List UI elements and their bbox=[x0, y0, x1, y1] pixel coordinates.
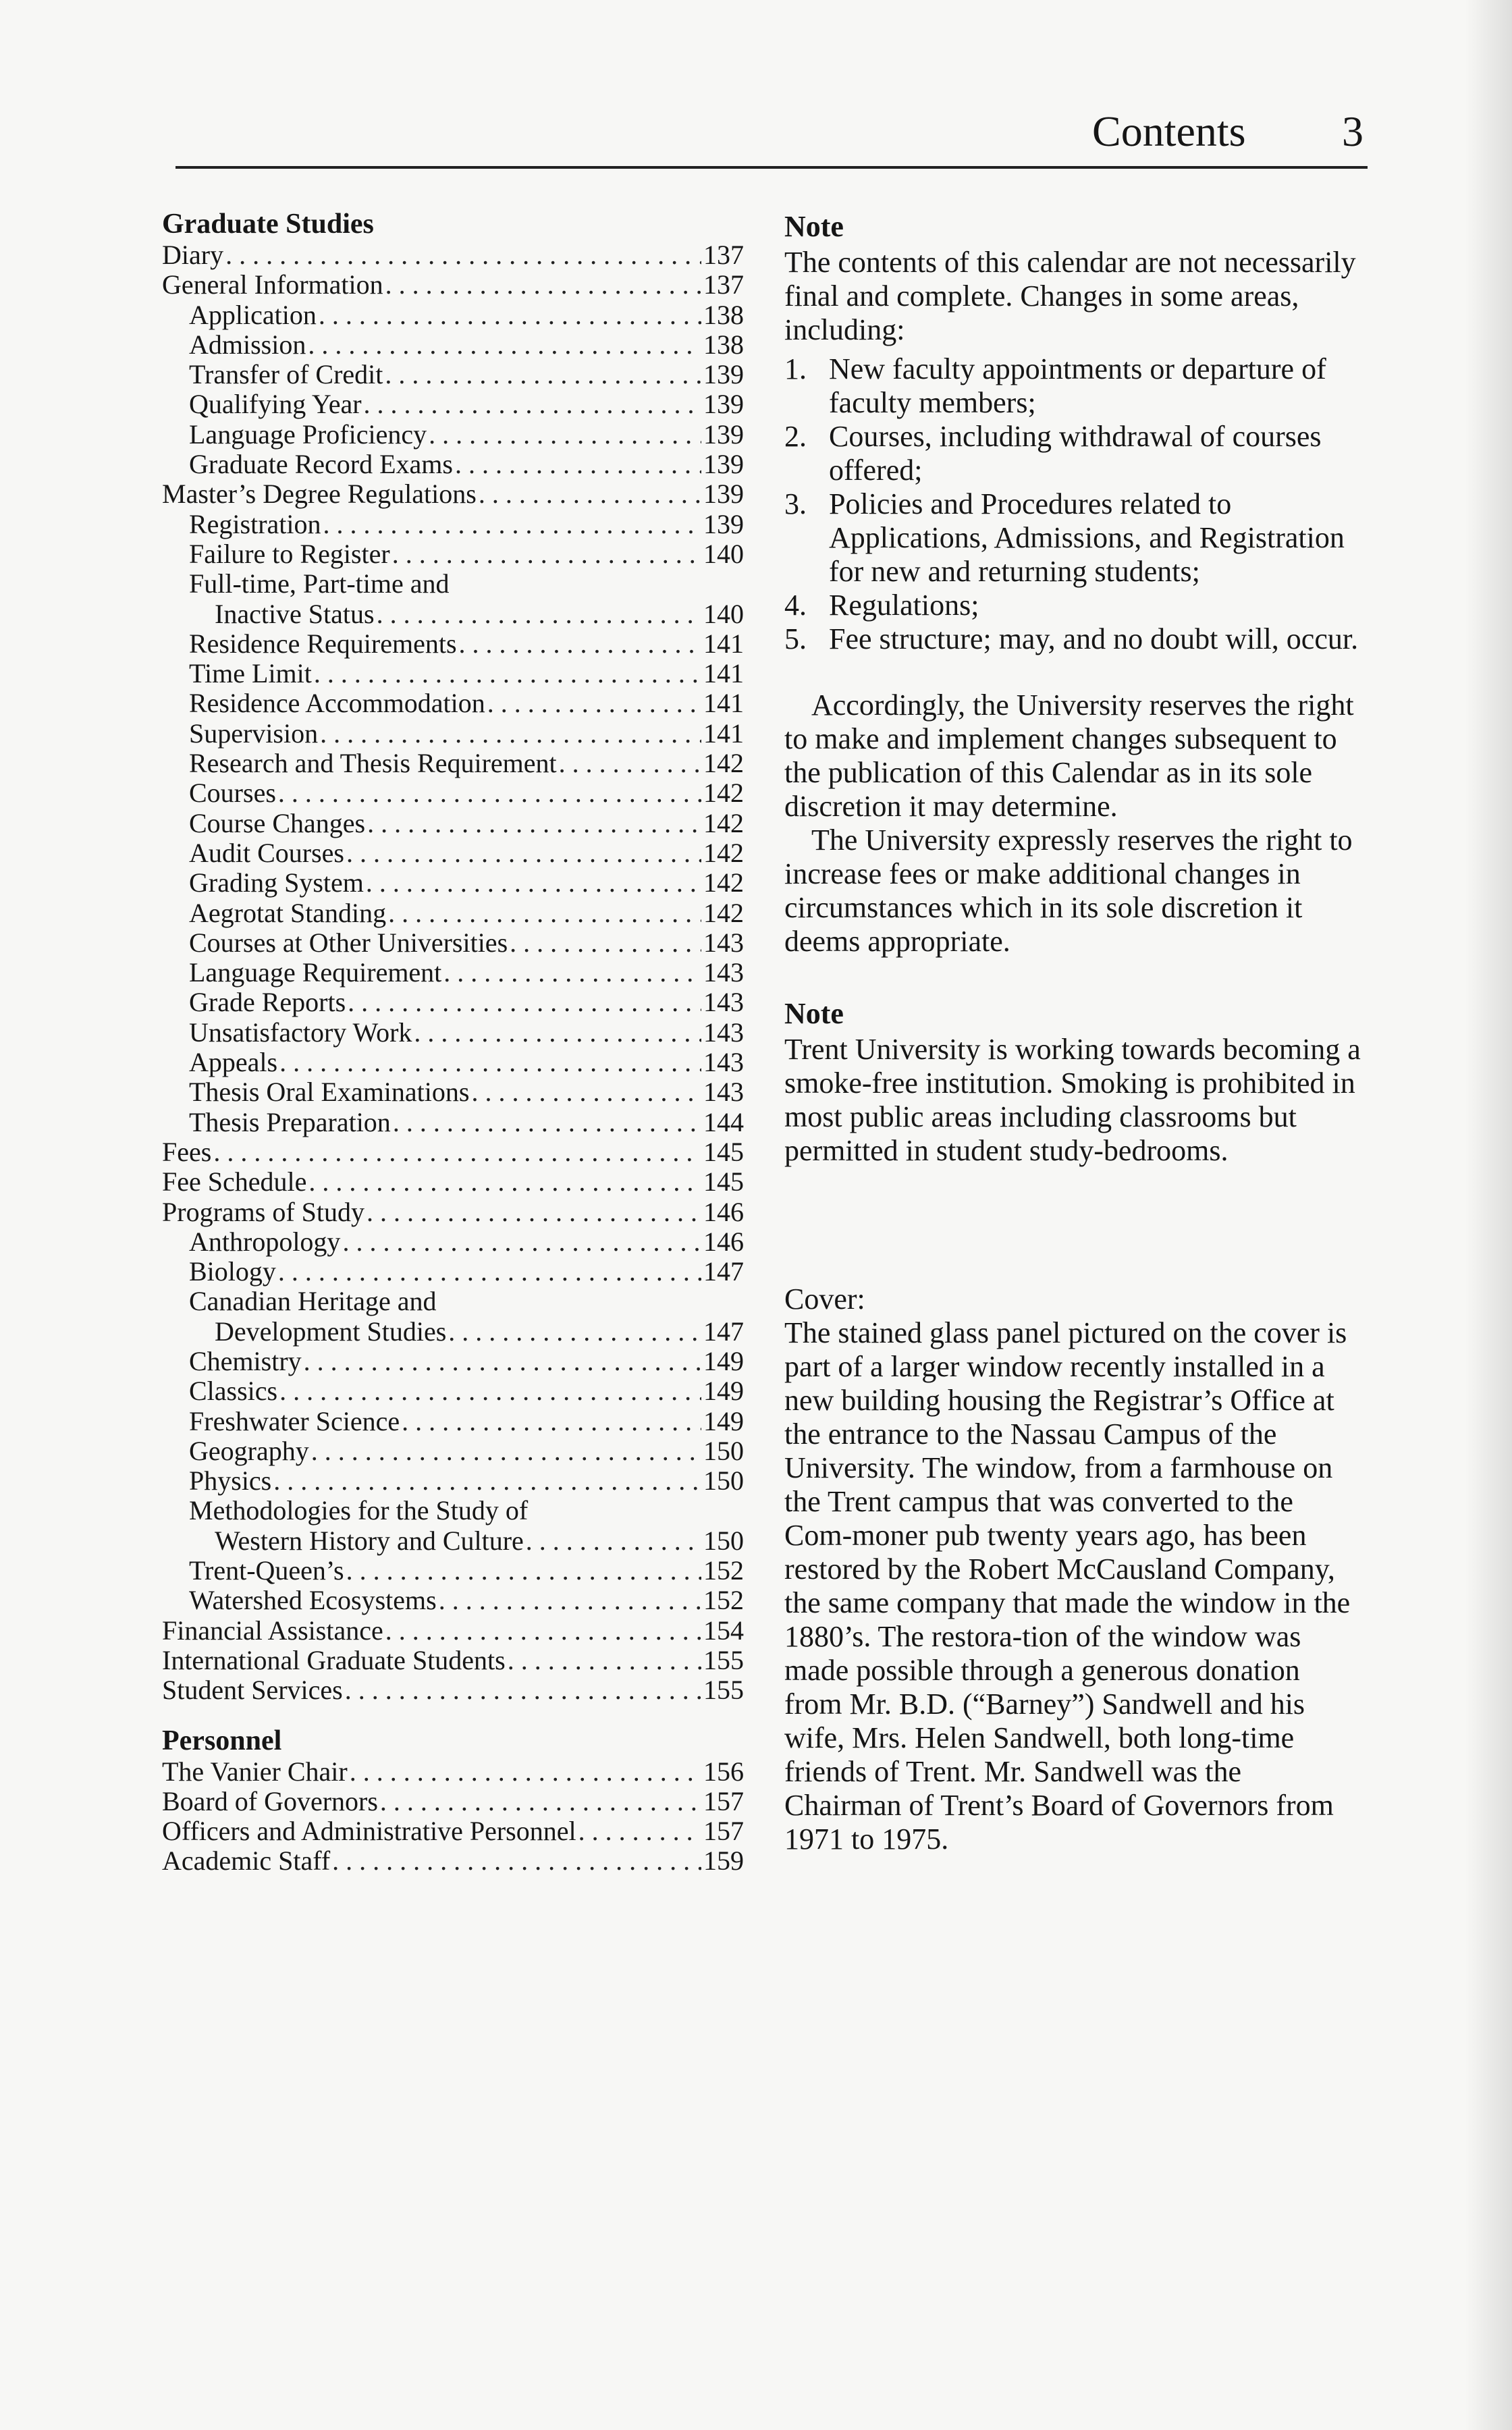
dot-leader bbox=[510, 928, 701, 958]
dot-leader bbox=[508, 1646, 701, 1675]
toc-page-number: 141 bbox=[703, 658, 744, 689]
smoking-note-text: Trent University is working towards becoming a smoke-free institution. Smoking is prohibited in most public areas including classrooms but permitted in student study-bedrooms. bbox=[784, 1033, 1361, 1167]
toc-page-number: 149 bbox=[703, 1345, 744, 1376]
toc-entry bbox=[162, 360, 744, 389]
dot-leader bbox=[348, 988, 701, 1017]
toc-entry-label: Audit Courses bbox=[189, 837, 344, 868]
toc-page-number: 142 bbox=[703, 837, 744, 868]
toc-entry bbox=[162, 688, 744, 718]
toc-entry bbox=[162, 1816, 744, 1846]
toc-entry-label: Courses at Other Universities bbox=[189, 927, 508, 958]
dot-leader bbox=[455, 450, 701, 479]
list-item bbox=[784, 589, 1365, 622]
toc-entry bbox=[162, 988, 744, 1017]
toc-entry-label: Financial Assistance bbox=[162, 1615, 383, 1646]
toc-entry-label: Fee Schedule bbox=[162, 1166, 307, 1197]
toc-entry-label: Appeals bbox=[189, 1047, 278, 1078]
toc-entry-label: Biology bbox=[189, 1256, 276, 1287]
toc-entry bbox=[162, 749, 744, 778]
toc-entry-label: Academic Staff bbox=[162, 1845, 331, 1877]
toc-page-number: 143 bbox=[703, 957, 744, 988]
toc-page-number: 142 bbox=[703, 897, 744, 928]
table-of-contents bbox=[162, 208, 744, 1877]
toc-entry bbox=[162, 1407, 744, 1436]
toc-entry bbox=[162, 1646, 744, 1675]
toc-entry-label: Trent-Queen’s bbox=[189, 1555, 344, 1586]
toc-entry-label: Master’s Degree Regulations bbox=[162, 479, 477, 510]
toc-entry-label: Canadian Heritage and bbox=[189, 1286, 437, 1317]
toc-page-number: 139 bbox=[703, 389, 744, 420]
toc-page-number: 146 bbox=[703, 1196, 744, 1227]
list-item bbox=[784, 487, 1365, 589]
dot-leader bbox=[319, 300, 701, 330]
toc-entry bbox=[162, 1436, 744, 1466]
dot-leader bbox=[225, 240, 701, 270]
dot-leader bbox=[314, 659, 701, 688]
dot-leader bbox=[448, 1317, 701, 1347]
dot-leader bbox=[304, 1347, 701, 1376]
dot-leader bbox=[308, 1167, 701, 1197]
toc-entry bbox=[162, 1077, 744, 1107]
note-intro: The contents of this calendar are not necessarily final and complete. Changes in some areas, including: bbox=[784, 246, 1356, 346]
toc-entry bbox=[162, 1048, 744, 1077]
toc-entry bbox=[162, 1526, 744, 1556]
toc-entry bbox=[162, 1556, 744, 1586]
toc-entry-label: Officers and Administrative Personnel bbox=[162, 1816, 576, 1847]
toc-page-number: 142 bbox=[703, 867, 744, 898]
toc-entry-label: Aegrotat Standing bbox=[189, 897, 387, 928]
toc-entry bbox=[162, 1018, 744, 1048]
toc-entry bbox=[162, 928, 744, 958]
dot-leader bbox=[366, 868, 701, 898]
dot-leader bbox=[578, 1816, 701, 1846]
dot-leader bbox=[350, 1757, 701, 1787]
dot-leader bbox=[308, 330, 701, 360]
toc-entry-label: Geography bbox=[189, 1435, 309, 1466]
list-item-text: New faculty appointments or departure of faculty members; bbox=[829, 352, 1326, 419]
dot-leader bbox=[471, 1077, 701, 1107]
dot-leader bbox=[393, 1108, 701, 1137]
fees-paragraph: The University expressly reserves the right to increase fees or make additional changes in circumstances which in its sole discretion it deems appropriate. bbox=[784, 824, 1353, 958]
toc-page-number: 145 bbox=[703, 1166, 744, 1197]
toc-page-number: 139 bbox=[703, 479, 744, 510]
toc-entry-label: Full-time, Part-time and bbox=[189, 568, 450, 599]
toc-entry-label: Thesis Oral Examinations bbox=[189, 1077, 470, 1108]
toc-entry bbox=[162, 1496, 744, 1526]
toc-entry bbox=[162, 569, 744, 599]
page-title: Contents bbox=[1092, 107, 1246, 155]
toc-entry bbox=[162, 838, 744, 868]
toc-page-number: 155 bbox=[703, 1675, 744, 1706]
toc-page-number: 143 bbox=[703, 1017, 744, 1048]
list-item-text: Policies and Procedures related to Applications, Admissions, and Registration for new and returning students; bbox=[829, 487, 1345, 588]
disclaimer-paragraph: Accordingly, the University reserves the right to make and implement changes subsequent to the publication of this Calendar as in its sole discretion it may determine. bbox=[784, 688, 1354, 823]
toc-page-number: 144 bbox=[703, 1106, 744, 1137]
dot-leader bbox=[385, 1616, 701, 1646]
toc-page-number: 142 bbox=[703, 778, 744, 809]
list-item-text: Courses, including withdrawal of courses offered; bbox=[829, 420, 1322, 487]
toc-entry bbox=[162, 330, 744, 360]
dot-leader bbox=[367, 1197, 701, 1227]
toc-entry bbox=[162, 1586, 744, 1615]
toc-entry-label: Grading System bbox=[189, 867, 364, 898]
running-head bbox=[1080, 101, 1370, 162]
toc-entry-label: Programs of Study bbox=[162, 1196, 364, 1227]
dot-leader bbox=[332, 1846, 701, 1876]
changes-list bbox=[784, 352, 1365, 656]
list-item bbox=[784, 420, 1365, 487]
toc-entry bbox=[162, 1616, 744, 1646]
dot-leader bbox=[364, 389, 701, 419]
toc-page-number: 138 bbox=[703, 299, 744, 330]
page-number: 3 bbox=[1342, 107, 1364, 155]
toc-entry bbox=[162, 1108, 744, 1137]
dot-leader bbox=[342, 1227, 701, 1257]
page-edge-shadow bbox=[1465, 0, 1512, 2430]
toc-entry bbox=[162, 1257, 744, 1287]
toc-entry bbox=[162, 958, 744, 988]
toc-entry-label: Student Services bbox=[162, 1675, 343, 1706]
list-item-text: Fee structure; may, and no doubt will, occur. bbox=[829, 622, 1359, 655]
list-item-number: 5. bbox=[784, 622, 807, 655]
toc-page-number: 149 bbox=[703, 1376, 744, 1407]
toc-entry bbox=[162, 1287, 744, 1316]
toc-page-number: 150 bbox=[703, 1465, 744, 1496]
header-rule bbox=[176, 166, 1368, 169]
toc-entry-label: Graduate Record Exams bbox=[189, 449, 453, 480]
toc-page-number: 150 bbox=[703, 1435, 744, 1466]
dot-leader bbox=[429, 420, 701, 450]
dot-leader bbox=[213, 1137, 701, 1167]
toc-page-number: 156 bbox=[703, 1756, 744, 1787]
list-item-number: 4. bbox=[784, 589, 807, 622]
dot-leader bbox=[459, 629, 701, 659]
toc-entry bbox=[162, 809, 744, 838]
toc-entry-label: Inactive Status bbox=[215, 598, 375, 629]
toc-entry bbox=[162, 1227, 744, 1257]
toc-entry bbox=[162, 1197, 744, 1227]
toc-page-number: 138 bbox=[703, 329, 744, 360]
toc-page-number: 154 bbox=[703, 1615, 744, 1646]
toc-entry-label: Western History and Culture bbox=[215, 1525, 524, 1556]
toc-page-number: 140 bbox=[703, 538, 744, 569]
toc-entry-label: Board of Governors bbox=[162, 1785, 378, 1816]
dot-leader bbox=[439, 1586, 701, 1615]
toc-entry-label: Residence Accommodation bbox=[189, 688, 485, 719]
toc-page-number: 143 bbox=[703, 987, 744, 1018]
list-item bbox=[784, 352, 1365, 420]
toc-entry bbox=[162, 1137, 744, 1167]
toc-entry-label: Qualifying Year bbox=[189, 389, 362, 420]
dot-leader bbox=[279, 1048, 701, 1077]
toc-page-number: 142 bbox=[703, 807, 744, 838]
toc-entry bbox=[162, 450, 744, 479]
dot-leader bbox=[273, 1466, 701, 1496]
dot-leader bbox=[479, 479, 701, 509]
dot-leader bbox=[385, 270, 701, 300]
dot-leader bbox=[320, 719, 701, 749]
toc-entry-label: Freshwater Science bbox=[189, 1405, 400, 1436]
toc-entry bbox=[162, 599, 744, 629]
toc-entry bbox=[162, 270, 744, 300]
toc-entry-label: The Vanier Chair bbox=[162, 1756, 348, 1787]
toc-page-number: 157 bbox=[703, 1785, 744, 1816]
toc-entry bbox=[162, 659, 744, 688]
toc-page-number: 152 bbox=[703, 1555, 744, 1586]
toc-entry-label: Language Requirement bbox=[189, 957, 442, 988]
toc-entry-label: Development Studies bbox=[215, 1316, 447, 1347]
toc-entry bbox=[162, 420, 744, 450]
list-item-number: 2. bbox=[784, 420, 807, 453]
toc-page-number: 141 bbox=[703, 628, 744, 659]
dot-leader bbox=[443, 958, 701, 988]
toc-entry-label: Anthropology bbox=[189, 1226, 341, 1257]
toc-entry bbox=[162, 868, 744, 898]
toc-section-heading: Personnel bbox=[162, 1725, 282, 1756]
dot-leader bbox=[279, 1376, 701, 1406]
dot-leader bbox=[346, 838, 701, 868]
cover-heading: Cover: bbox=[784, 1282, 865, 1316]
toc-page-number: 139 bbox=[703, 449, 744, 480]
toc-entry bbox=[162, 510, 744, 539]
toc-entry bbox=[162, 1376, 744, 1406]
toc-page-number: 142 bbox=[703, 748, 744, 779]
dot-leader bbox=[392, 539, 701, 569]
toc-entry-label: Methodologies for the Study of bbox=[189, 1495, 529, 1526]
dot-leader bbox=[346, 1556, 701, 1586]
section-gap bbox=[162, 1706, 744, 1725]
toc-page-number: 139 bbox=[703, 508, 744, 539]
dot-leader bbox=[323, 510, 701, 539]
toc-page-number: 149 bbox=[703, 1405, 744, 1436]
list-item-number: 1. bbox=[784, 352, 807, 385]
toc-entry-label: Chemistry bbox=[189, 1345, 302, 1376]
cover-description: The stained glass panel pictured on the cover is part of a larger window recently installed in a new building housing the Registrar’s Office at the entrance to the Nassau Campus of the University. The window, from a farmhouse on the Trent campus that was converted to the Com-moner pub twenty years ago, has been restored by the Robert McCausland Company, the same company that made the window in the 1880’s. The restora-tion of the window was made possible through a generous donation from Mr. B.D. (“Barney”) Sandwell and his wife, Mrs. Helen Sandwell, both long-time friends of Trent. Mr. Sandwell was the Chairman of Trent’s Board of Governors from 1971 to 1975. bbox=[784, 1316, 1351, 1856]
toc-entry-label: Courses bbox=[189, 778, 276, 809]
toc-entry-label: Course Changes bbox=[189, 807, 366, 838]
toc-entry-label: Registration bbox=[189, 508, 321, 539]
smoking-note-heading: Note bbox=[784, 997, 844, 1030]
toc-entry-label: General Information bbox=[162, 269, 383, 300]
toc-entry-label: Grade Reports bbox=[189, 987, 346, 1018]
toc-entry-label: Failure to Register bbox=[189, 538, 390, 569]
toc-entry-label: Fees bbox=[162, 1136, 212, 1167]
toc-entry bbox=[162, 389, 744, 419]
dot-leader bbox=[278, 778, 701, 808]
toc-page-number: 147 bbox=[703, 1316, 744, 1347]
list-item-number: 3. bbox=[784, 487, 807, 520]
toc-entry bbox=[162, 1167, 744, 1197]
toc-entry-label: Admission bbox=[189, 329, 306, 360]
toc-page-number: 143 bbox=[703, 1077, 744, 1108]
toc-entry-label: Language Proficiency bbox=[189, 418, 427, 450]
toc-entry-label: Thesis Preparation bbox=[189, 1106, 391, 1137]
toc-entry-label: Time Limit bbox=[189, 658, 312, 689]
toc-entry bbox=[162, 719, 744, 749]
toc-page-number: 137 bbox=[703, 269, 744, 300]
toc-entry bbox=[162, 300, 744, 330]
toc-entry bbox=[162, 1466, 744, 1496]
toc-page-number: 141 bbox=[703, 718, 744, 749]
toc-page-number: 155 bbox=[703, 1644, 744, 1675]
dot-leader bbox=[377, 599, 701, 629]
toc-page-number: 157 bbox=[703, 1816, 744, 1847]
dot-leader bbox=[278, 1257, 701, 1287]
toc-entry bbox=[162, 629, 744, 659]
toc-page-number: 139 bbox=[703, 418, 744, 450]
toc-entry-label: Unsatisfactory Work bbox=[189, 1017, 412, 1048]
dot-leader bbox=[559, 749, 701, 778]
toc-entry-label: Diary bbox=[162, 240, 224, 270]
toc-entry-label: Transfer of Credit bbox=[189, 359, 383, 390]
toc-entry bbox=[162, 1787, 744, 1816]
toc-entry bbox=[162, 898, 744, 928]
toc-page-number: 137 bbox=[703, 240, 744, 270]
toc-page-number: 147 bbox=[703, 1256, 744, 1287]
dot-leader bbox=[367, 809, 701, 838]
dot-leader bbox=[526, 1526, 701, 1556]
toc-page-number: 159 bbox=[703, 1845, 744, 1877]
dot-leader bbox=[380, 1787, 701, 1816]
dot-leader bbox=[402, 1407, 701, 1436]
dot-leader bbox=[345, 1675, 701, 1705]
toc-entry bbox=[162, 1846, 744, 1876]
list-item bbox=[784, 622, 1365, 656]
toc-entry bbox=[162, 240, 744, 270]
toc-page-number: 150 bbox=[703, 1525, 744, 1556]
toc-section-heading: Graduate Studies bbox=[162, 209, 374, 240]
dot-leader bbox=[385, 360, 701, 389]
toc-page-number: 146 bbox=[703, 1226, 744, 1257]
toc-page-number: 141 bbox=[703, 688, 744, 719]
notes-column bbox=[784, 208, 1365, 1856]
dot-leader bbox=[487, 688, 701, 718]
dot-leader bbox=[311, 1436, 701, 1466]
list-item-text: Regulations; bbox=[829, 589, 979, 622]
toc-entry-label: Watershed Ecosystems bbox=[189, 1585, 437, 1616]
toc-page-number: 145 bbox=[703, 1136, 744, 1167]
toc-entry-label: Application bbox=[189, 299, 317, 330]
note-heading: Note bbox=[784, 210, 844, 243]
dot-leader bbox=[414, 1018, 701, 1048]
toc-entry-label: Supervision bbox=[189, 718, 319, 749]
toc-entry bbox=[162, 1757, 744, 1787]
toc-entry bbox=[162, 1675, 744, 1705]
toc-entry-label: Residence Requirements bbox=[189, 628, 457, 659]
toc-entry-label: Physics bbox=[189, 1465, 272, 1496]
dot-leader bbox=[388, 898, 701, 928]
toc-entry-label: Classics bbox=[189, 1376, 278, 1407]
toc-entry bbox=[162, 479, 744, 509]
toc-entry bbox=[162, 778, 744, 808]
toc-entry-label: Research and Thesis Requirement bbox=[189, 748, 557, 779]
toc-entry bbox=[162, 539, 744, 569]
toc-page-number: 140 bbox=[703, 598, 744, 629]
toc-entry bbox=[162, 1347, 744, 1376]
toc-entry bbox=[162, 1317, 744, 1347]
toc-page-number: 139 bbox=[703, 359, 744, 390]
toc-page-number: 143 bbox=[703, 1047, 744, 1078]
toc-page-number: 143 bbox=[703, 927, 744, 958]
toc-page-number: 152 bbox=[703, 1585, 744, 1616]
toc-entry-label: International Graduate Students bbox=[162, 1644, 506, 1675]
